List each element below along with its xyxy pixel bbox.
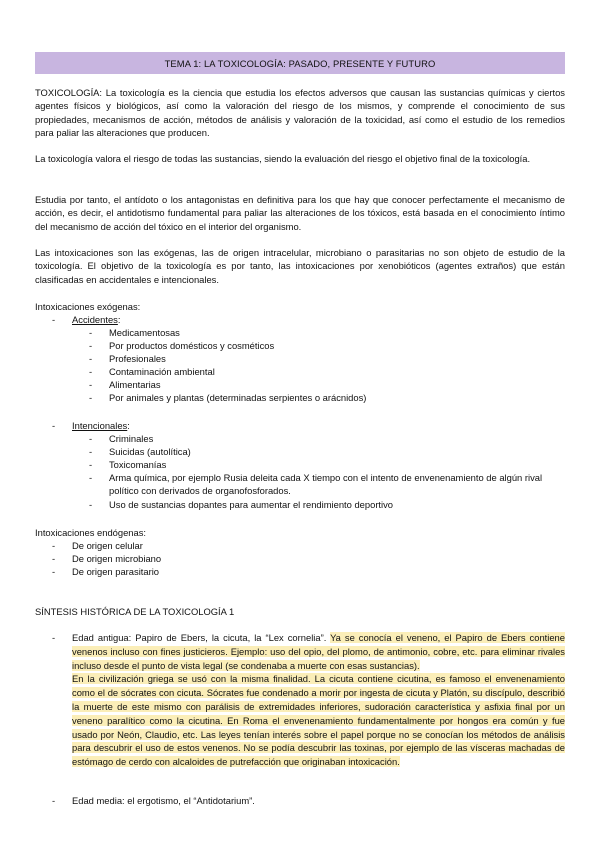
heading-exogenas: Intoxicaciones exógenas: (35, 301, 141, 312)
highlight-antigua-2: En la civilización griega se usó con la misma finalidad. La cicuta contiene cicutina, es famoso el envenenamiento como el de sócrates con cicuta. Sócrates fue condenado a morir por ingesta de cicuta y Platón, su discípulo, describió la muerte de este mismo con parálisis de extremidades inferiores, sudoración característica y asfixia final por un veneno paralítico como la cicutina. En Roma el envenenamiento fundamentalmente por hongos era común y fue usado por Neón, Claudio, etc. Las leyes tenían interés sobre el papel porque no se conocían los métodos de análisis para descubrir el uso de estos venenos. No se podía descubrir las toxinas, por ejemplo de las vísceras machadas de estómago de cerdo con alcaloides de putrefacción que originaban intoxicación. (72, 673, 565, 768)
list-item: - Profesionales (89, 353, 166, 364)
paragraph-antidoto: Estudia por tanto, el antídoto o los antagonistas en definitiva para los que hay que conocer perfectamente el mecanismo de acción, es decir, el antidotismo fundamental para paliar las alteraciones de los tóxicos, está basada en el conocimiento íntimo del mecanismo de acción del tóxico en el interior del organismo. (35, 194, 565, 232)
list-item: - Criminales (89, 433, 154, 444)
highlight-antigua-1: Ya se conocía el veneno, el Papiro de Ebers contiene venenos incluso con fines justicieros. Ejemplo: uso del opio, del plomo, de antimonio, cobre, etc. para eliminar rivales incluso desde el punto de vista legal (se condenaba a muerte con esas sustancias). (72, 632, 565, 671)
list-item: - Por productos domésticos y cosméticos (89, 340, 275, 351)
label-accidentes: Accidentes (72, 314, 118, 325)
list-item: - Por animales y plantas (determinadas serpientes o arácnidos) (89, 392, 367, 403)
list-item: - De origen parasitario (52, 566, 160, 577)
list-item: - Medicamentosas (89, 327, 180, 338)
list-item: - Contaminación ambiental (89, 366, 215, 377)
title-banner (35, 52, 565, 74)
heading-sintesis: SÍNTESIS HISTÓRICA DE LA TOXICOLOGÍA 1 (35, 606, 235, 617)
heading-endogenas: Intoxicaciones endógenas: (35, 527, 147, 538)
paragraph-riesgo: La toxicología valora el riesgo de todas las sustancias, siendo la evaluación del riesgo el objetivo final de la toxicología. (35, 153, 531, 164)
label-intencionales: Intencionales (72, 420, 128, 431)
list-item: - Alimentarias (89, 379, 161, 390)
intro-paragraph (35, 86, 565, 140)
list-item: - Arma química, por ejemplo Rusia deleita cada X tiempo con el intento de envenenamiento de algún rival político con derivados de organofosforados. (89, 472, 543, 497)
list-item: - Suicidas (autolítica) (89, 446, 191, 457)
list-item: - De origen celular (52, 540, 143, 551)
list-item-edad-media: - Edad media: el ergotismo, el “Antidotarium”. (52, 794, 565, 808)
intro-term: TOXICOLOGÍA: (35, 87, 103, 98)
list-item: - De origen microbiano (52, 553, 162, 564)
list-item: - Uso de sustancias dopantes para aumentar el rendimiento deportivo (89, 499, 394, 510)
list-item: - Toxicomanías (89, 459, 167, 470)
list-item-accidentes: - Accidentes: (52, 314, 121, 325)
list-item-edad-antigua: - Edad antigua: Papiro de Ebers, la cicuta, la “Lex cornelia”. Ya se conocía el veneno, el Papiro de Ebers contiene venenos incluso con fines justicieros. Ejemplo: uso del opio, del plomo, de antimonio, cobre, etc. para eliminar rivales incluso desde el punto de vista legal (se condenaba a muerte con esas sustancias). En la civilización griega se usó con la misma finalidad. La cicuta contiene cicutina, es famoso el envenenamiento como el de sócrates con cicuta. Sócrates fue condenado a morir por ingesta de cicuta y Platón, su discípulo, describió la muerte de este mismo con parálisis de extremidades inferiores, sudoración característica y asfixia final por un veneno paralítico como la cicutina. En Roma el envenenamiento fundamentalmente por hongos era común y fue usado por Neón, Claudio, etc. Las leyes tenían interés sobre el papel porque no se conocían los métodos de análisis para descubrir el uso de estos venenos. No se podía descubrir las toxinas, por ejemplo de las vísceras machadas de estómago de cerdo con alcaloides de putrefacción que originaban intoxicación. (52, 632, 565, 768)
list-item-intencionales: - Intencionales: (52, 420, 130, 431)
intro-text: La toxicología es la ciencia que estudia los efectos adversos que causan las sustancias químicas y ciertos agentes físicos y biológicos, así como la valoración del riesgo de los mismos, y comprende el conocimiento de sus propiedades, mecanismos de acción, métodos de análisis y valoración de la toxicidad, así como el estudio de los remedios para paliar las alteraciones que producen. (35, 87, 565, 139)
antigua-text: Edad antigua: Papiro de Ebers, la cicuta, la “Lex cornelia”. (72, 632, 331, 643)
page-title: TEMA 1: LA TOXICOLOGÍA: PASADO, PRESENTE Y FUTURO (164, 57, 436, 69)
media-text: Edad media: el ergotismo, el “Antidotarium”. (72, 795, 255, 806)
paragraph-intoxicaciones: Las intoxicaciones son las exógenas, las de origen intracelular, microbiano o parasitarias no son objeto de estudio de la toxicología. El objetivo de la toxicología es por tanto, las intoxicaciones por xenobióticos (agentes extraños) que están clasificadas en accidentales e intencionales. (35, 247, 565, 285)
